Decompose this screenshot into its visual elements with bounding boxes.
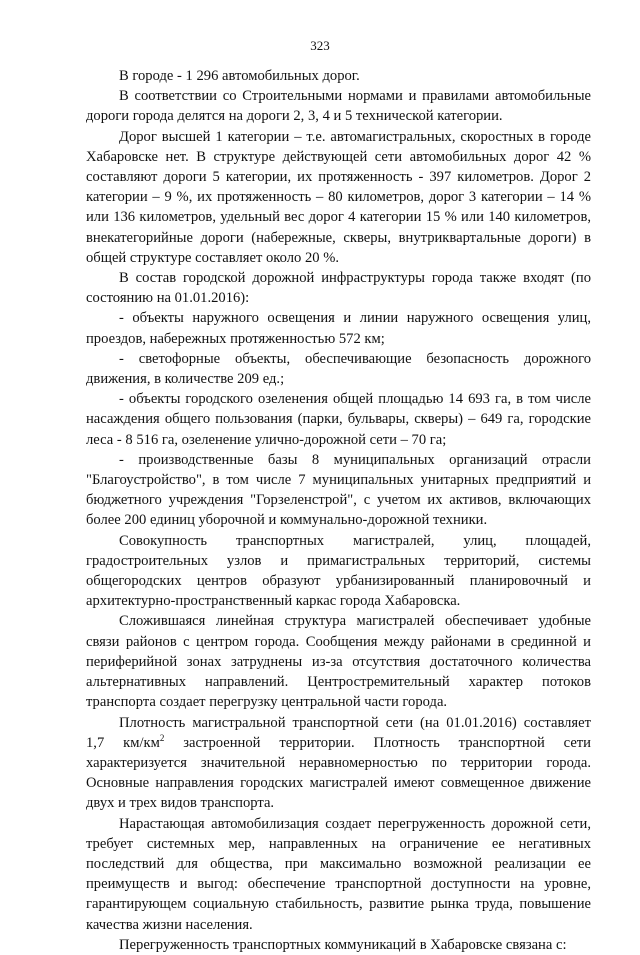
paragraph-motorization: Нарастающая автомобилизация создает перегруженность дорожной сети, требует системных мер, направленных на ограничение ее негативных последствий для общества, при максимально возможной реализации ее преимуществ и выгод: обеспечение транспортной доступности на уровне, гарантирующем социальную стабильность, развитие рынка труда, повышение качества жизни населения. xyxy=(86,815,591,933)
list-item-lighting: - объекты наружного освещения и линии наружного освещения улиц, проездов, набережных протяженностью 572 км; xyxy=(86,310,591,347)
list-item-production-bases: - производственные базы 8 муниципальных организаций отрасли "Благоустройство", в том числе 7 муниципальных унитарных предприятий и бюджетного учреждения "Горзеленстрой", с учетом их активов, включающих более 200 единиц уборочной и коммунально-дорожной техники. xyxy=(86,451,591,529)
paragraph-network-density xyxy=(86,713,591,814)
density-superscript: 2 xyxy=(159,732,165,743)
paragraph-infrastructure-intro: В состав городской дорожной инфраструктуры города также входят (по состоянию на 01.01.2016): xyxy=(86,270,591,307)
density-text-before: Плотность магистральной транспортной сети (на 01.01.2016) составляет 1,7 км/км xyxy=(86,714,591,751)
paragraph-road-categories: В соответствии со Строительными нормами и правилами автомобильные дороги города делятся на дороги 2, 3, 4 и 5 технической категории. xyxy=(86,88,591,125)
paragraph-framework: Совокупность транспортных магистралей, улиц, площадей, градостроительных узлов и примагистральных территорий, системы общегородских центров образуют урбанизированный планировочный и архитектурно-пространственный каркас города Хабаровска. xyxy=(86,532,591,610)
paragraph-roads-count: В городе - 1 296 автомобильных дорог. xyxy=(119,68,360,84)
list-item-greenery: - объекты городского озеленения общей площадью 14 693 га, в том числе насаждения общего пользования (парки, бульвары, скверы) – 649 га, городские леса - 8 516 га, озеленение улично-дорожной сети – 70 га; xyxy=(86,391,591,448)
paragraph-linear-structure: Сложившаяся линейная структура магистралей обеспечивает удобные связи районов с центром города. Сообщения между районами в срединной и периферийной зонах затруднены из-за отсутствия достаточного количества альтернативных направлений. Центростремительный характер потоков транспорта создает перегрузку центральной части города. xyxy=(86,613,591,711)
document-body xyxy=(86,66,591,955)
paragraph-road-structure: Дорог высшей 1 категории – т.е. автомагистральных, скоростных в городе Хабаровске нет. В структуре действующей сети автомобильных дорог 42 % составляют дороги 5 категории, их протяженность - 397 километров. Дорог 2 категории – 9 %, их протяженность – 80 километров, дорог 3 категории – 14 % или 136 километров, удельный вес дорог 4 категории 15 % или 140 километров, внекатегорийные дороги (набережные, скверы, внутриквартальные дороги) в общей структуре составляет около 20 %. xyxy=(86,128,591,266)
paragraph-congestion: Перегруженность транспортных коммуникаций в Хабаровске связана с: xyxy=(119,936,567,953)
list-item-traffic-lights: - светофорные объекты, обеспечивающие безопасность дорожного движения, в количестве 209 ед.; xyxy=(86,350,591,388)
density-text-after: застроенной территории. Плотность транспортной сети характеризуется значительной неравномерностью по территории города. Основные направления городских магистралей имеют совмещенное движение двух и трех видов транспорта. xyxy=(86,734,591,812)
page-number: 323 xyxy=(310,38,330,53)
